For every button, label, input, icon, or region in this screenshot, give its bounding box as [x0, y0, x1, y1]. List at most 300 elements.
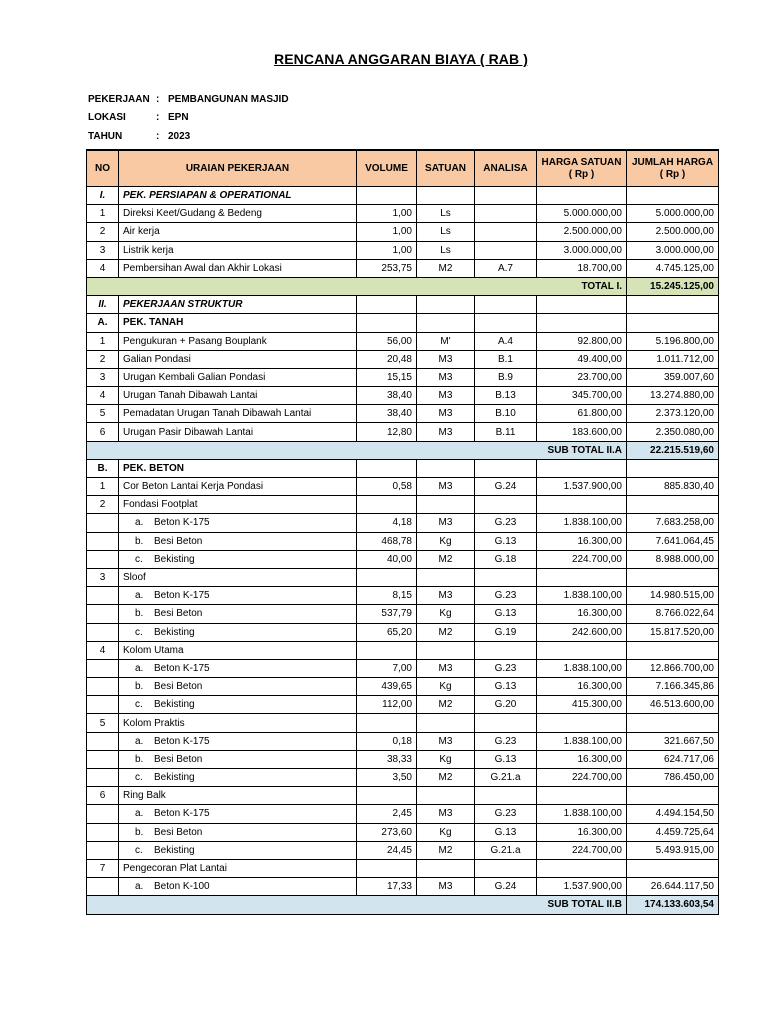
row-total-price: 321.667,50 — [627, 732, 719, 750]
row-total-price: 5.196.800,00 — [627, 332, 719, 350]
row-volume: 273,60 — [357, 823, 417, 841]
row-volume — [357, 859, 417, 877]
row-unit: M3 — [417, 478, 475, 496]
row-number: 2 — [87, 496, 119, 514]
row-unit: Kg — [417, 750, 475, 768]
row-number: 2 — [87, 350, 119, 368]
row-unit: M2 — [417, 259, 475, 277]
row-volume: 7,00 — [357, 659, 417, 677]
row-description: Galian Pondasi — [119, 350, 357, 368]
row-description: Kolom Utama — [119, 641, 357, 659]
empty-cell — [357, 187, 417, 205]
section-number: I. — [87, 187, 119, 205]
row-unit: Kg — [417, 823, 475, 841]
table-row — [87, 259, 719, 277]
row-number — [87, 678, 119, 696]
row-volume — [357, 714, 417, 732]
row-description — [119, 550, 357, 568]
row-total-price: 14.980.515,00 — [627, 587, 719, 605]
row-unit-price: 3.000.000,00 — [537, 241, 627, 259]
row-unit — [417, 641, 475, 659]
sub-item-letter: c. — [135, 626, 143, 638]
section-title: PEK. BETON — [119, 459, 357, 477]
meta-value: 2023 — [168, 130, 191, 142]
row-analysis: G.13 — [475, 678, 537, 696]
empty-cell — [417, 459, 475, 477]
row-analysis: G.13 — [475, 532, 537, 550]
row-volume: 439,65 — [357, 678, 417, 696]
row-unit: M3 — [417, 878, 475, 896]
row-volume: 468,78 — [357, 532, 417, 550]
total-label: TOTAL I. — [87, 277, 627, 295]
row-description: Pembersihan Awal dan Akhir Lokasi — [119, 259, 357, 277]
row-volume: 4,18 — [357, 514, 417, 532]
row-unit-price: 16.300,00 — [537, 532, 627, 550]
row-description: Kolom Praktis — [119, 714, 357, 732]
row-unit-price: 23.700,00 — [537, 368, 627, 386]
row-description: Pengecoran Plat Lantai — [119, 859, 357, 877]
row-description — [119, 696, 357, 714]
row-unit: M2 — [417, 696, 475, 714]
row-unit-price: 16.300,00 — [537, 678, 627, 696]
group-row — [87, 641, 719, 659]
empty-cell — [417, 296, 475, 314]
sub-item-row — [87, 732, 719, 750]
row-volume: 56,00 — [357, 332, 417, 350]
row-analysis: G.23 — [475, 732, 537, 750]
row-volume: 1,00 — [357, 223, 417, 241]
meta-label: LOKASI — [88, 112, 126, 124]
row-analysis — [475, 641, 537, 659]
sub-item-row — [87, 823, 719, 841]
row-unit: M2 — [417, 550, 475, 568]
sub-item-letter: a. — [135, 735, 144, 747]
row-analysis: A.4 — [475, 332, 537, 350]
table-row — [87, 423, 719, 441]
row-unit: Kg — [417, 605, 475, 623]
sub-item-row — [87, 605, 719, 623]
row-unit-price — [537, 641, 627, 659]
table-row — [87, 241, 719, 259]
row-volume: 38,40 — [357, 405, 417, 423]
row-analysis: B.10 — [475, 405, 537, 423]
row-unit-price — [537, 714, 627, 732]
row-total-price: 7.166.345,86 — [627, 678, 719, 696]
total-label: SUB TOTAL II.B — [87, 896, 627, 914]
row-unit-price: 1.537.900,00 — [537, 478, 627, 496]
sub-item-letter: b. — [135, 753, 144, 765]
row-number: 4 — [87, 387, 119, 405]
row-unit-price: 16.300,00 — [537, 750, 627, 768]
row-total-price — [627, 496, 719, 514]
group-row — [87, 859, 719, 877]
row-volume: 38,40 — [357, 387, 417, 405]
row-total-price: 2.373.120,00 — [627, 405, 719, 423]
row-analysis — [475, 241, 537, 259]
table-row — [87, 223, 719, 241]
empty-cell — [417, 187, 475, 205]
sub-item-row — [87, 878, 719, 896]
rab-table — [86, 149, 719, 915]
row-description — [119, 769, 357, 787]
meta-colon: : — [156, 112, 160, 124]
row-number: 3 — [87, 368, 119, 386]
row-unit-price — [537, 859, 627, 877]
row-unit: M3 — [417, 514, 475, 532]
row-unit-price — [537, 496, 627, 514]
empty-cell — [475, 459, 537, 477]
total-amount: 22.215.519,60 — [627, 441, 719, 459]
sub-item-row — [87, 514, 719, 532]
row-volume: 0,58 — [357, 478, 417, 496]
row-description — [119, 605, 357, 623]
row-volume: 2,45 — [357, 805, 417, 823]
row-number — [87, 514, 119, 532]
row-total-price: 359.007,60 — [627, 368, 719, 386]
row-description — [119, 532, 357, 550]
project-info — [88, 90, 289, 146]
sub-item-letter: a. — [135, 881, 144, 893]
row-volume: 40,00 — [357, 550, 417, 568]
row-total-price: 4.459.725,64 — [627, 823, 719, 841]
empty-cell — [357, 314, 417, 332]
sub-item-row — [87, 678, 719, 696]
row-total-price — [627, 641, 719, 659]
row-number — [87, 659, 119, 677]
sub-item-name: Bekisting — [154, 699, 195, 711]
row-unit-price: 1.838.100,00 — [537, 514, 627, 532]
row-description: Urugan Kembali Galian Pondasi — [119, 368, 357, 386]
row-analysis: A.7 — [475, 259, 537, 277]
row-unit-price: 224.700,00 — [537, 769, 627, 787]
row-unit-price — [537, 787, 627, 805]
sub-item-name: Besi Beton — [154, 608, 203, 620]
section-number: II. — [87, 296, 119, 314]
total-row — [87, 277, 719, 295]
row-description — [119, 623, 357, 641]
row-description — [119, 750, 357, 768]
row-unit-price: 49.400,00 — [537, 350, 627, 368]
row-unit: M3 — [417, 423, 475, 441]
section-row — [87, 459, 719, 477]
sub-item-letter: c. — [135, 699, 143, 711]
row-volume: 12,80 — [357, 423, 417, 441]
total-label: SUB TOTAL II.A — [87, 441, 627, 459]
sub-item-name: Besi Beton — [154, 535, 203, 547]
row-number: 5 — [87, 714, 119, 732]
sub-item-row — [87, 659, 719, 677]
row-unit-price: 415.300,00 — [537, 696, 627, 714]
row-number — [87, 550, 119, 568]
row-volume: 1,00 — [357, 241, 417, 259]
sub-item-letter: a. — [135, 662, 144, 674]
sub-item-name: Beton K-175 — [154, 517, 210, 529]
sub-item-row — [87, 696, 719, 714]
sub-item-row — [87, 841, 719, 859]
sub-item-letter: a. — [135, 808, 144, 820]
sub-item-letter: b. — [135, 681, 144, 693]
row-description — [119, 659, 357, 677]
row-volume — [357, 641, 417, 659]
row-number — [87, 823, 119, 841]
header-jumlah-harga: JUMLAH HARGA ( Rp ) — [627, 150, 719, 187]
row-volume: 65,20 — [357, 623, 417, 641]
row-unit: M3 — [417, 732, 475, 750]
empty-cell — [357, 459, 417, 477]
section-number: B. — [87, 459, 119, 477]
table-row — [87, 350, 719, 368]
section-title: PEK. PERSIAPAN & OPERATIONAL — [119, 187, 357, 205]
row-analysis: B.1 — [475, 350, 537, 368]
row-unit — [417, 714, 475, 732]
row-unit: Ls — [417, 241, 475, 259]
row-analysis: G.18 — [475, 550, 537, 568]
table-row — [87, 405, 719, 423]
row-volume: 8,15 — [357, 587, 417, 605]
row-description: Urugan Tanah Dibawah Lantai — [119, 387, 357, 405]
sub-item-name: Bekisting — [154, 553, 195, 565]
row-analysis: G.13 — [475, 605, 537, 623]
sub-item-letter: b. — [135, 826, 144, 838]
row-analysis: G.23 — [475, 514, 537, 532]
row-volume: 1,00 — [357, 205, 417, 223]
row-analysis: B.11 — [475, 423, 537, 441]
row-analysis: G.21.a — [475, 769, 537, 787]
empty-cell — [627, 187, 719, 205]
row-analysis: G.24 — [475, 478, 537, 496]
sub-item-letter: a. — [135, 517, 144, 529]
group-row — [87, 496, 719, 514]
row-description — [119, 805, 357, 823]
sub-item-name: Bekisting — [154, 772, 195, 784]
row-analysis: G.23 — [475, 587, 537, 605]
meta-pekerjaan — [88, 90, 289, 109]
row-volume: 537,79 — [357, 605, 417, 623]
row-unit-price: 183.600,00 — [537, 423, 627, 441]
row-volume: 253,75 — [357, 259, 417, 277]
sub-item-name: Beton K-100 — [154, 881, 210, 893]
row-unit: M3 — [417, 587, 475, 605]
row-number — [87, 532, 119, 550]
row-analysis — [475, 496, 537, 514]
row-number: 7 — [87, 859, 119, 877]
section-title: PEKERJAAN STRUKTUR — [119, 296, 357, 314]
sub-item-name: Besi Beton — [154, 681, 203, 693]
meta-value: EPN — [168, 112, 189, 124]
row-number — [87, 750, 119, 768]
row-description — [119, 823, 357, 841]
sub-item-row — [87, 750, 719, 768]
row-unit-price: 16.300,00 — [537, 605, 627, 623]
row-number: 6 — [87, 423, 119, 441]
sub-item-name: Beton K-175 — [154, 662, 210, 674]
row-description: Listrik kerja — [119, 241, 357, 259]
row-description: Air kerja — [119, 223, 357, 241]
row-description: Fondasi Footplat — [119, 496, 357, 514]
row-number — [87, 732, 119, 750]
row-unit: M2 — [417, 623, 475, 641]
table-row — [87, 368, 719, 386]
sub-item-letter: a. — [135, 590, 144, 602]
row-total-price — [627, 714, 719, 732]
row-analysis: G.23 — [475, 659, 537, 677]
row-analysis — [475, 223, 537, 241]
row-unit: M3 — [417, 405, 475, 423]
row-unit-price: 2.500.000,00 — [537, 223, 627, 241]
row-total-price — [627, 787, 719, 805]
sub-item-name: Beton K-175 — [154, 808, 210, 820]
empty-cell — [537, 314, 627, 332]
row-unit — [417, 568, 475, 586]
group-row — [87, 787, 719, 805]
row-unit-price: 1.537.900,00 — [537, 878, 627, 896]
row-total-price: 786.450,00 — [627, 769, 719, 787]
meta-label: PEKERJAAN — [88, 93, 150, 105]
row-unit-price: 1.838.100,00 — [537, 587, 627, 605]
row-unit: Kg — [417, 678, 475, 696]
row-description — [119, 878, 357, 896]
sub-item-name: Bekisting — [154, 626, 195, 638]
sub-item-row — [87, 623, 719, 641]
row-unit — [417, 859, 475, 877]
row-volume: 3,50 — [357, 769, 417, 787]
meta-tahun — [88, 127, 289, 146]
row-total-price: 15.817.520,00 — [627, 623, 719, 641]
row-description: Sloof — [119, 568, 357, 586]
row-unit: Ls — [417, 205, 475, 223]
empty-cell — [537, 459, 627, 477]
row-description — [119, 678, 357, 696]
row-unit: M2 — [417, 769, 475, 787]
sub-item-row — [87, 550, 719, 568]
empty-cell — [475, 314, 537, 332]
row-number — [87, 769, 119, 787]
sub-item-name: Besi Beton — [154, 826, 203, 838]
row-analysis: G.19 — [475, 623, 537, 641]
row-unit-price — [537, 568, 627, 586]
row-number: 2 — [87, 223, 119, 241]
empty-cell — [627, 459, 719, 477]
row-unit: M3 — [417, 805, 475, 823]
row-total-price: 2.350.080,00 — [627, 423, 719, 441]
row-number — [87, 878, 119, 896]
header-satuan: SATUAN — [417, 150, 475, 187]
row-total-price: 13.274.880,00 — [627, 387, 719, 405]
row-volume — [357, 496, 417, 514]
row-analysis — [475, 568, 537, 586]
sub-item-row — [87, 532, 719, 550]
row-total-price: 1.011.712,00 — [627, 350, 719, 368]
row-unit: M' — [417, 332, 475, 350]
row-analysis — [475, 714, 537, 732]
row-number: 1 — [87, 332, 119, 350]
row-unit: Kg — [417, 532, 475, 550]
row-volume: 20,48 — [357, 350, 417, 368]
row-total-price — [627, 568, 719, 586]
meta-label: TAHUN — [88, 130, 123, 142]
group-row — [87, 568, 719, 586]
row-analysis: G.20 — [475, 696, 537, 714]
row-number — [87, 623, 119, 641]
table-body — [87, 187, 719, 915]
row-number: 1 — [87, 478, 119, 496]
row-volume: 24,45 — [357, 841, 417, 859]
row-unit-price: 1.838.100,00 — [537, 805, 627, 823]
header-volume: VOLUME — [357, 150, 417, 187]
row-number: 4 — [87, 259, 119, 277]
row-total-price: 2.500.000,00 — [627, 223, 719, 241]
header-analisa: ANALISA — [475, 150, 537, 187]
row-volume — [357, 787, 417, 805]
row-total-price: 7.683.258,00 — [627, 514, 719, 532]
sub-item-row — [87, 805, 719, 823]
group-row — [87, 714, 719, 732]
row-description: Urugan Pasir Dibawah Lantai — [119, 423, 357, 441]
row-analysis: B.13 — [475, 387, 537, 405]
row-total-price: 26.644.117,50 — [627, 878, 719, 896]
row-number: 5 — [87, 405, 119, 423]
table-row — [87, 387, 719, 405]
row-unit-price: 16.300,00 — [537, 823, 627, 841]
row-volume: 15,15 — [357, 368, 417, 386]
empty-cell — [357, 296, 417, 314]
section-title: PEK. TANAH — [119, 314, 357, 332]
sub-item-name: Bekisting — [154, 844, 195, 856]
row-description: Cor Beton Lantai Kerja Pondasi — [119, 478, 357, 496]
row-description: Ring Balk — [119, 787, 357, 805]
sub-item-row — [87, 587, 719, 605]
row-unit-price: 1.838.100,00 — [537, 659, 627, 677]
row-total-price: 46.513.600,00 — [627, 696, 719, 714]
row-analysis: G.13 — [475, 823, 537, 841]
sub-item-name: Besi Beton — [154, 753, 203, 765]
row-volume: 0,18 — [357, 732, 417, 750]
sub-item-letter: c. — [135, 844, 143, 856]
row-description — [119, 514, 357, 532]
section-row — [87, 296, 719, 314]
row-description — [119, 841, 357, 859]
row-number — [87, 805, 119, 823]
row-total-price: 5.493.915,00 — [627, 841, 719, 859]
row-volume: 112,00 — [357, 696, 417, 714]
row-total-price: 3.000.000,00 — [627, 241, 719, 259]
row-unit-price: 224.700,00 — [537, 841, 627, 859]
row-number: 6 — [87, 787, 119, 805]
row-number — [87, 696, 119, 714]
row-volume — [357, 568, 417, 586]
meta-lokasi — [88, 109, 289, 128]
row-volume: 17,33 — [357, 878, 417, 896]
row-unit: M3 — [417, 350, 475, 368]
sub-item-row — [87, 769, 719, 787]
row-unit-price: 92.800,00 — [537, 332, 627, 350]
row-volume: 38,33 — [357, 750, 417, 768]
table-row — [87, 332, 719, 350]
row-description: Pemadatan Urugan Tanah Dibawah Lantai — [119, 405, 357, 423]
row-total-price: 7.641.064,45 — [627, 532, 719, 550]
row-total-price: 885.830,40 — [627, 478, 719, 496]
row-number: 1 — [87, 205, 119, 223]
table-row — [87, 205, 719, 223]
row-analysis: B.9 — [475, 368, 537, 386]
row-analysis: G.21.a — [475, 841, 537, 859]
header-uraian: URAIAN PEKERJAAN — [119, 150, 357, 187]
row-description: Pengukuran + Pasang Bouplank — [119, 332, 357, 350]
row-analysis — [475, 787, 537, 805]
row-total-price: 4.745.125,00 — [627, 259, 719, 277]
row-number — [87, 605, 119, 623]
table-row — [87, 478, 719, 496]
